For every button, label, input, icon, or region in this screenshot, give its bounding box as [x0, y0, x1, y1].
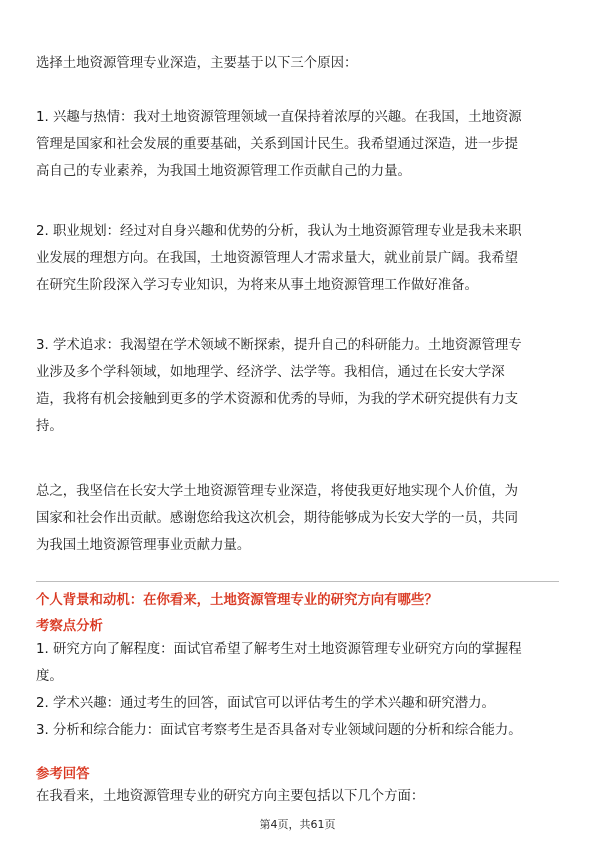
analysis-heading: 考察点分析 — [36, 619, 103, 634]
analysis-item-2: 2. 学术兴趣：通过考生的回答，面试官可以评估考生的学术兴趣和研究潜力。 — [36, 696, 495, 711]
reason-2-line-3: 在研究生阶段深入学习专业知识，为将来从事土地资源管理工作做好准备。 — [36, 278, 478, 293]
conclusion-line-2: 国家和社会作出贡献。感谢您给我这次机会，期待能够成为长安大学的一员，共同 — [36, 511, 519, 526]
question-title: 个人背景和动机：在你看来，土地资源管理专业的研究方向有哪些？ — [36, 593, 438, 608]
conclusion-line-1: 总之，我坚信在长安大学土地资源管理专业深造，将使我更好地实现个人价值，为 — [36, 484, 519, 499]
answer-heading: 参考回答 — [36, 767, 90, 782]
analysis-item-3: 3. 分析和综合能力：面试官考察考生是否具备对专业领域问题的分析和综合能力。 — [36, 723, 522, 738]
reason-3-line-2: 业涉及多个学科领域，如地理学、经济学、法学等。我相信，通过在长安大学深 — [36, 365, 505, 380]
reason-2-paragraph — [36, 218, 559, 299]
reason-1-line-1: 1. 兴趣与热情：我对土地资源管理领域一直保持着浓厚的兴趣。在我国，土地资源 — [36, 110, 522, 125]
reason-2-line-2: 业发展的理想方向。在我国，土地资源管理人才需求量大，就业前景广阔。我希望 — [36, 251, 519, 266]
analysis-item-1-line-2: 度。 — [36, 669, 63, 684]
intro-paragraph — [36, 50, 559, 77]
answer-line: 在我看来，土地资源管理专业的研究方向主要包括以下几个方面： — [36, 789, 425, 804]
reason-3-line-1: 3. 学术追求：我渴望在学术领域不断探索，提升自己的科研能力。土地资源管理专 — [36, 338, 522, 353]
reason-1-line-2: 管理是国家和社会发展的重要基础，关系到国计民生。我希望通过深造，进一步提 — [36, 137, 519, 152]
page-number: 第4页，共61页 — [259, 818, 336, 831]
section-divider — [36, 581, 559, 582]
conclusion-line-3: 为我国土地资源管理事业贡献力量。 — [36, 538, 251, 553]
reason-3-line-3: 造，我将有机会接触到更多的学术资源和优秀的导师，为我的学术研究提供有力支 — [36, 392, 519, 407]
analysis-item-1-line-1: 1. 研究方向了解程度：面试官希望了解考生对土地资源管理专业研究方向的掌握程 — [36, 642, 522, 657]
analysis-list — [36, 636, 559, 744]
answer-paragraph — [36, 786, 559, 808]
reason-2-line-1: 2. 职业规划：经过对自身兴趣和优势的分析，我认为土地资源管理专业是我未来职 — [36, 224, 522, 239]
reason-1-paragraph — [36, 104, 559, 185]
reason-3-paragraph — [36, 332, 559, 440]
reason-1-line-3: 高自己的专业素养，为我国土地资源管理工作贡献自己的力量。 — [36, 164, 411, 179]
conclusion-paragraph — [36, 478, 559, 559]
intro-line: 选择土地资源管理专业深造，主要基于以下三个原因： — [36, 56, 358, 71]
reason-3-line-4: 持。 — [36, 419, 63, 434]
